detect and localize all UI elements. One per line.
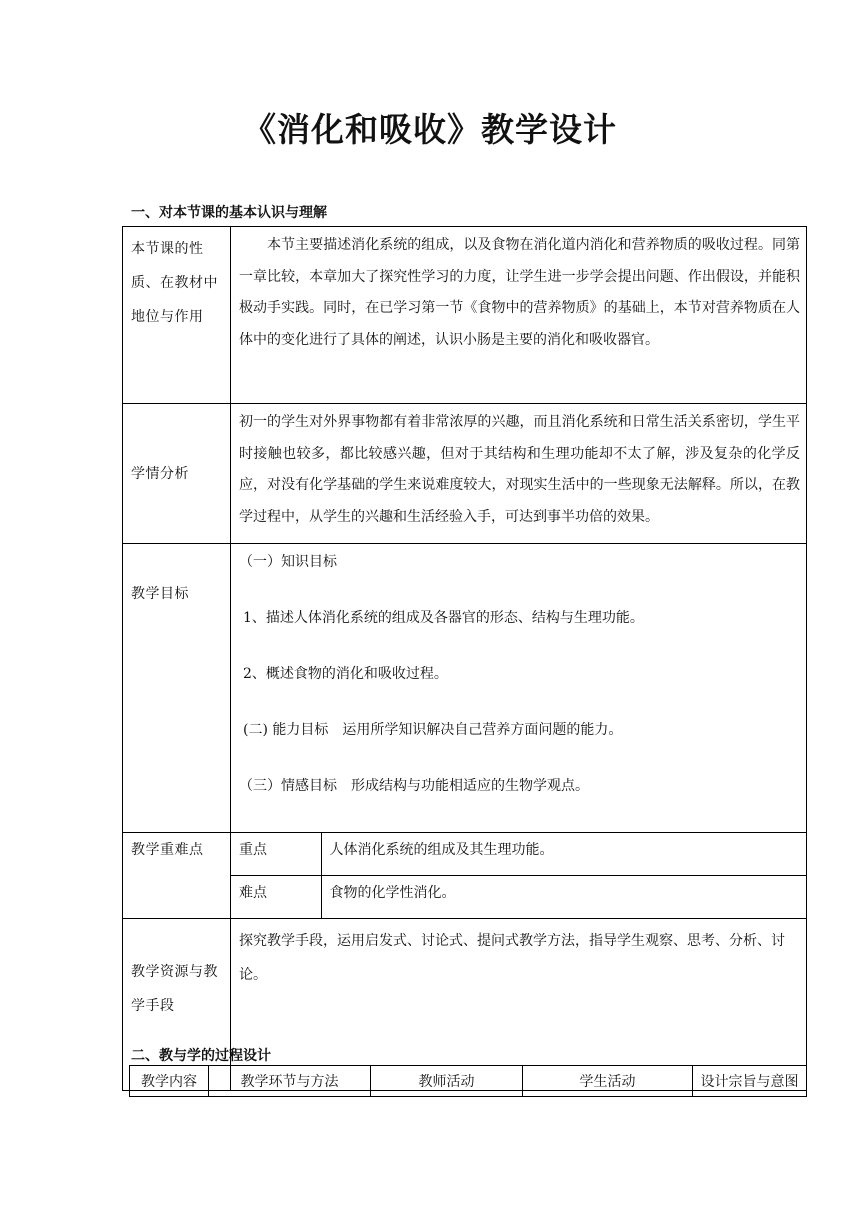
key-value: 人体消化系统的组成及其生理功能。: [321, 833, 806, 876]
row-label-objectives: 教学目标: [123, 544, 231, 833]
column-header: 教师活动: [371, 1066, 523, 1097]
column-header: 教学环节与方法: [209, 1066, 371, 1097]
row-content-objectives: [231, 544, 807, 833]
table-header-row: [130, 1066, 807, 1097]
row-label-students: 学情分析: [123, 404, 231, 544]
table-row: [123, 544, 807, 833]
row-label-nature: 本节课的性质、在教材中地位与作用: [123, 227, 231, 404]
row-content-resources: 探究教学手段，运用启发式、讨论式、提问式教学方法，指导学生观察、思考、分析、讨论。: [231, 919, 807, 1091]
document-title: 《消化和吸收》教学设计: [243, 110, 617, 149]
table-row: [231, 833, 806, 876]
table-row: [123, 404, 807, 544]
objective-line: 2、概述食物的消化和吸收过程。: [243, 666, 448, 682]
row-content-nature: 本节主要描述消化系统的组成，以及食物在消化道内消化和营养物质的吸收过程。同第一章比较，本章加大了探究性学习的力度，让学生进一步学会提出问题、作出假设，并能积极动手实践。同时，在已学习第一节《食物中的营养物质》的基础上，本节对营养物质在人体中的变化进行了具体的阐述，认识小肠是主要的消化和吸收器官。: [231, 227, 807, 404]
basic-understanding-table: [122, 226, 807, 1091]
row-label-resources: 教学资源与教学手段: [123, 919, 231, 1091]
objective-line: 1、描述人体消化系统的组成及各器官的形态、结构与生理功能。: [243, 610, 644, 626]
difficulty-label: 难点: [239, 885, 267, 901]
key-points-table: [231, 833, 806, 918]
key-label: 重点: [231, 833, 321, 876]
objective-line: (二) 能力目标 运用所学知识解决自己营养方面问题的能力。: [243, 722, 623, 738]
column-header: 设计宗旨与意图: [693, 1066, 807, 1097]
table-row: [123, 227, 807, 404]
column-header: 教学内容: [130, 1066, 209, 1097]
row-label-key-points: 教学重难点: [123, 833, 231, 919]
row-content-students: 初一的学生对外界事物都有着非常浓厚的兴趣，而且消化系统和日常生活关系密切，学生平时接触也较多，都比较感兴趣，但对于其结构和生理功能却不太了解，涉及复杂的化学反应，对没有化学基础的学生来说难度较大，对现实生活中的一些现象无法解释。所以，在教学过程中，从学生的兴趣和生活经验入手，可达到事半功倍的效果。: [231, 404, 807, 544]
difficulty-value: 食物的化学性消化。: [321, 876, 806, 919]
section-heading-2: 二、教与学的过程设计: [131, 1048, 271, 1064]
key-points-cell: [231, 833, 807, 919]
column-header: 学生活动: [523, 1066, 693, 1097]
objective-line: （三）情感目标 形成结构与功能相适应的生物学观点。: [239, 778, 589, 794]
objective-line: （一）知识目标: [239, 554, 337, 570]
table-row: [123, 833, 807, 919]
section-heading-1: 一、对本节课的基本认识与理解: [131, 205, 327, 221]
table-row: [231, 876, 806, 919]
process-design-table: [129, 1065, 807, 1097]
